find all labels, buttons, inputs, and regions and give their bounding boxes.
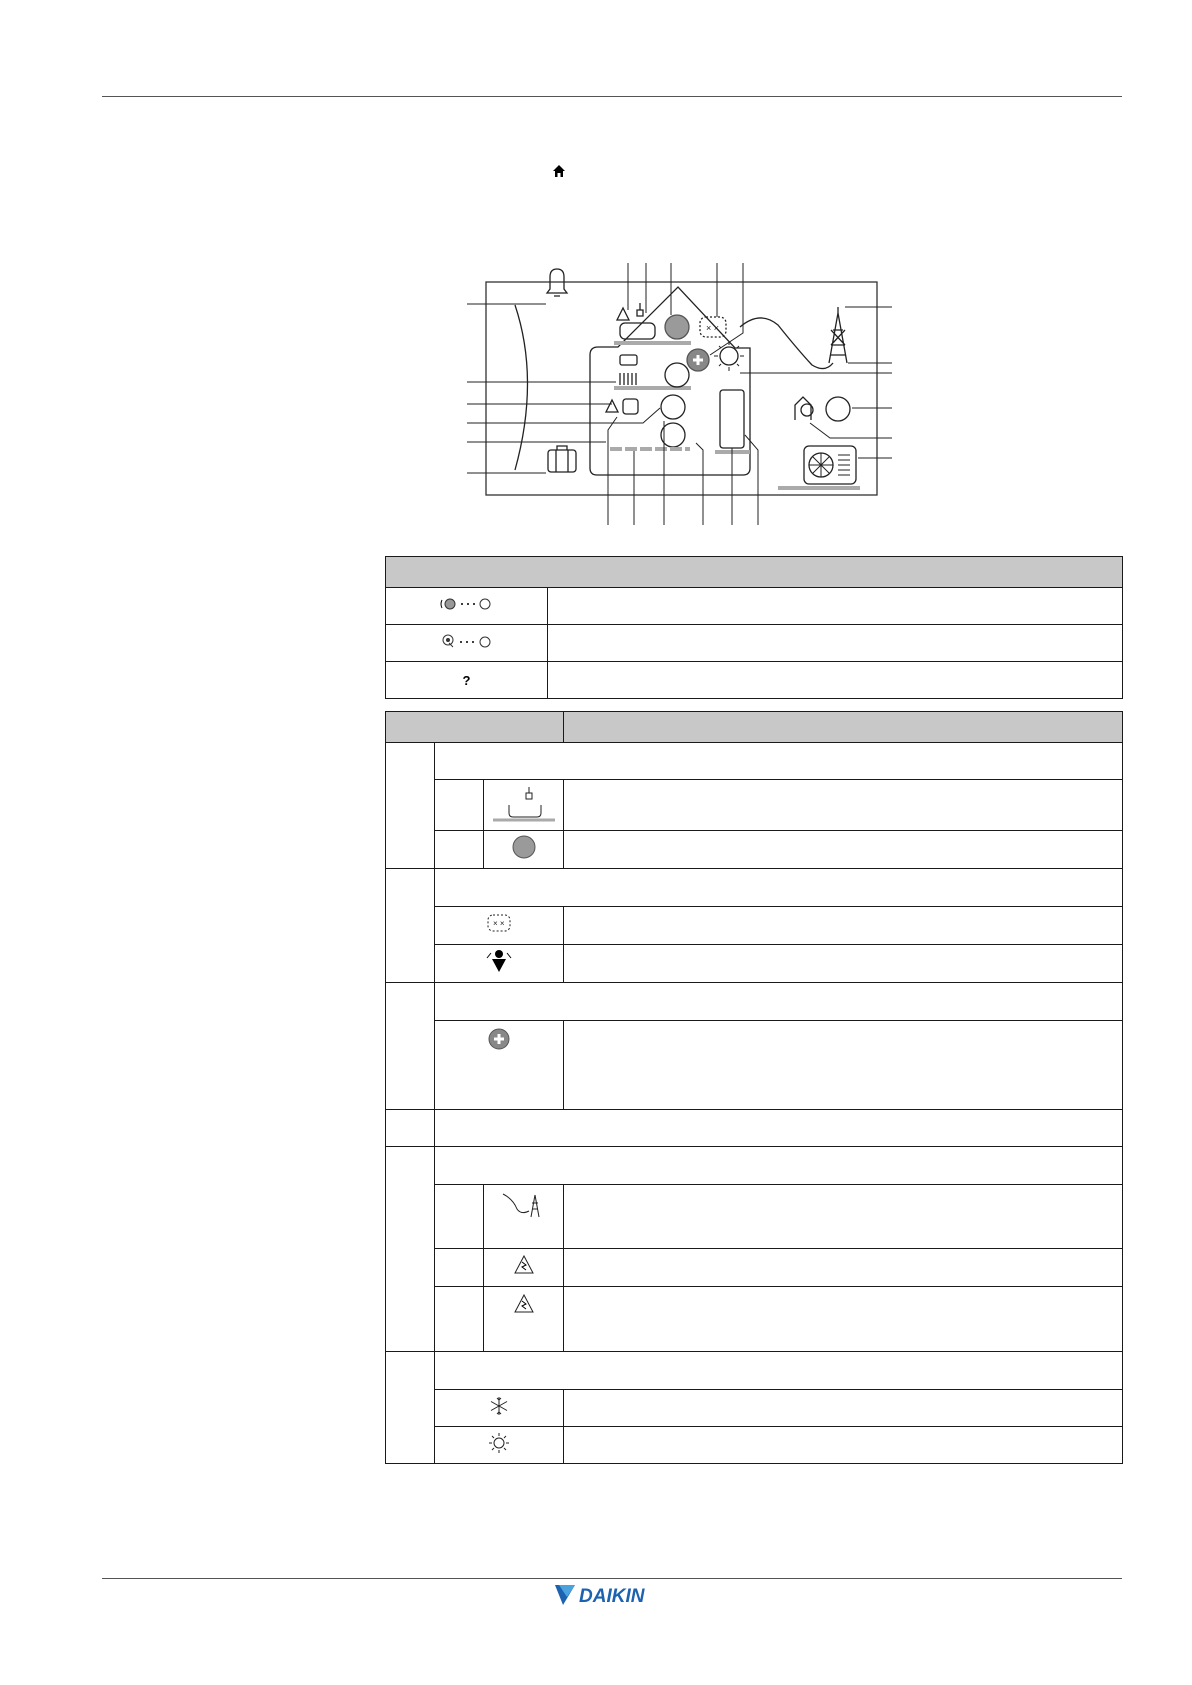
table-row [386,780,1123,831]
controller-icon [620,355,637,365]
grey-disc-icon [665,315,689,339]
touch-circles-icon [386,625,548,662]
eye-dotted-icon [435,907,564,945]
top-rule [102,96,1122,97]
table-row [386,869,1123,907]
callout-lines-bottom [608,417,758,525]
power-tower-icon [829,307,847,363]
circle-a [665,363,689,387]
table-row [386,1110,1123,1147]
table-row [386,1287,1123,1352]
recorded-circles-icon [386,588,548,625]
grid-line [740,318,833,369]
home-screen-diagram [440,255,910,530]
svg-text:× ×: × × [706,323,720,333]
basin-icon [620,323,655,339]
table-row [386,831,1123,869]
holiday-icon [548,450,576,472]
legend-table [385,711,1123,1464]
table-row [386,1021,1123,1110]
table-header [564,712,1123,743]
daikin-logo [553,1583,671,1607]
table-row [386,743,1123,780]
circle-b [661,395,685,419]
house-sensor-icon [795,397,811,420]
table-row [386,1185,1123,1249]
callout-lines-right [740,307,892,458]
status-icons-table [385,556,1123,699]
grid-line-tower-icon [484,1185,564,1249]
table-row [386,662,1123,699]
table-row [386,625,1123,662]
table-header [386,712,564,743]
tank-icon [720,390,744,448]
left-arc [515,305,528,470]
recycle-bolt-icon [617,308,629,320]
recycle-bolt-alt-icon [484,1287,564,1352]
heat-exchanger-icon [623,399,638,414]
recycle-bolt-icon [484,1249,564,1287]
snowflake-icon [435,1390,564,1427]
tap-basin-icon [484,780,564,831]
table-row [386,1352,1123,1390]
plus-circle-icon [435,1021,564,1110]
table-row [386,1427,1123,1464]
circle-d [826,397,850,421]
person-arrows-icon [435,945,564,983]
table-row [386,945,1123,983]
table-header [386,557,1123,588]
sun-icon [720,347,738,365]
table-row [386,588,1123,625]
recycle-bolt-alt-icon [606,400,618,412]
question-mark-icon: ? [386,662,548,699]
table-row [386,1390,1123,1427]
svg-text:× ×: × × [493,919,505,928]
sun-icon [435,1427,564,1464]
table-row [386,1147,1123,1185]
table-row [386,983,1123,1021]
bottom-rule [102,1578,1122,1579]
svg-text:DAIKIN: DAIKIN [579,1586,645,1607]
tap-icon [637,303,643,316]
radiator-icon [620,373,636,385]
grey-disc-icon [484,831,564,869]
table-row [386,907,1123,945]
home-icon [552,164,566,178]
circle-c [661,423,685,447]
table-row [386,1249,1123,1287]
